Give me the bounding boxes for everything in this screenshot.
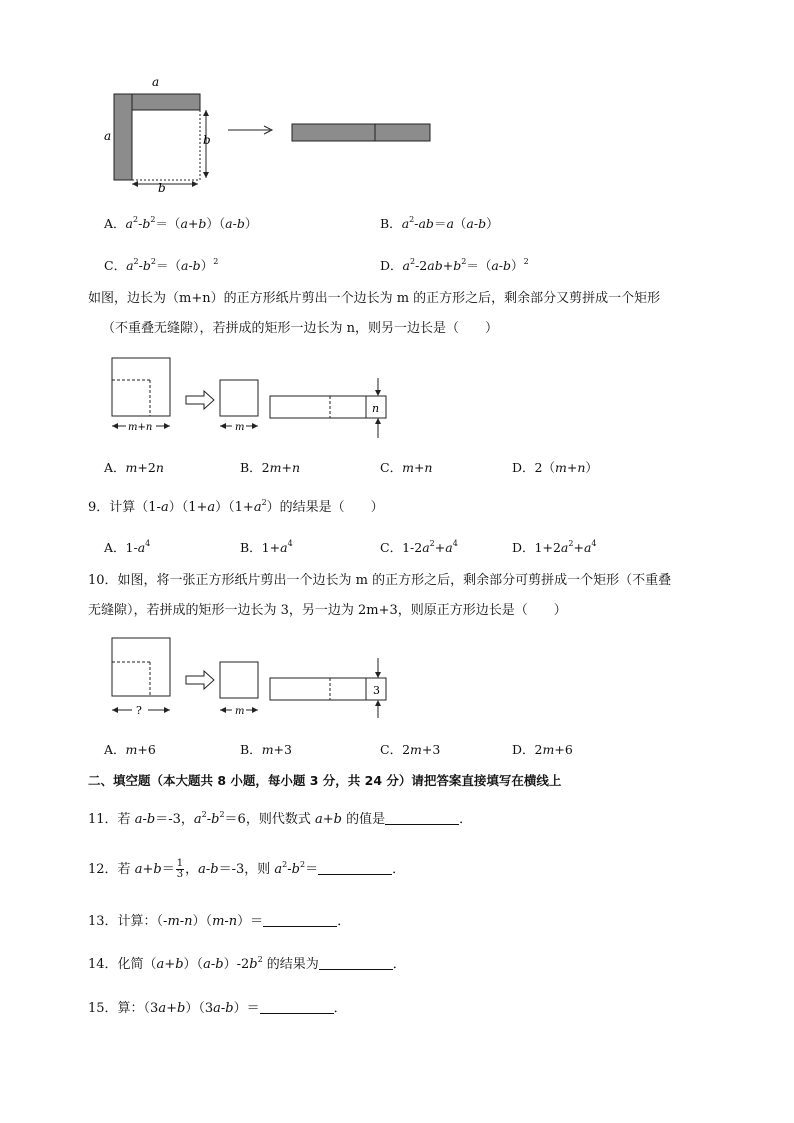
q10-label-small: m [235,706,245,717]
label-b-bottom: b [158,181,166,192]
q7-option-a: A．$a^2-b^2=(a+b)(a-b)$ [104,215,258,231]
q8-line2: （不重叠无缝隙），若拼成的矩形一边长为 n，则另一边长是（ ） [102,321,499,336]
q9-option-b: B．$1+a^4$ [240,539,293,555]
q13-answer-blank[interactable] [263,914,337,927]
q8-text [88,284,718,344]
q11: 11．若 a-b＝-3，$a^2-b^2=6$，则代数式 a+b 的值是 ． [88,810,473,827]
q14-answer-blank[interactable] [319,957,393,970]
section2-title: 二、填空题（本大题共 8 小题，每小题 3 分，共 24 分）请把答案直接填写在横线上 [88,773,562,788]
q15-answer-blank[interactable] [260,1001,334,1014]
q12: 12．若 a+b＝ $\frac{1}{3}$ ，a-b＝-3，则 $a^2-b^2=$ ． [88,858,406,880]
q13: 13．计算：（-m-n）（m-n）＝ ． [88,914,351,929]
q11-answer-blank[interactable] [385,812,459,825]
q8-label-rect: n [372,402,380,415]
strip-horizontal [132,94,200,110]
figure-q10 [108,636,398,720]
q10-option-d: D．2m+6 [512,742,573,757]
q10-text [88,566,718,626]
q15: 15．算：（3a+b）（3a-b）＝ ． [88,1001,347,1016]
label-b-right: b [203,133,211,147]
q10-label-rect: 3 [373,684,380,697]
q9-option-c: C．$1-2a^2+a^4$ [380,539,458,555]
q10-option-c: C．2m+3 [380,742,441,757]
q8-option-a: A．m+2n [104,460,164,475]
q9-text: 9．计算$(1-a)(1+a)(1+a^2)$的结果是（ ） [88,498,384,515]
q10-label-big: ? [136,704,142,717]
q8-label-big: m+n [128,422,153,433]
q14: 14．化简$(a+b)(a-b)-2b^2$ 的结果为 ． [88,955,406,972]
q8-label-small: m [235,422,245,433]
combined-bar [292,124,430,141]
q10-line2: 无缝隙），若拼成的矩形一边长为 3，另一边为 2m+3，则原正方形边长是（ ） [88,603,567,618]
q8-option-d: D．2（m+n） [512,460,598,475]
q12-answer-blank[interactable] [318,862,392,875]
figure-q8 [108,356,398,440]
q10-option-b: B．m+3 [240,742,292,757]
q7-option-c: C．$a^2-b^2=(a-b)^2$ [104,257,219,273]
q10-line1: 10．如图，将一张正方形纸片剪出一个边长为 m 的正方形之后，剩余部分可剪拼成一个矩形（不重叠 [88,573,672,588]
q12-fraction: $\frac{1}{3}$ [176,858,184,880]
q10-option-a: A．m+6 [104,742,156,757]
figure-q7 [100,72,440,192]
strip-vertical [114,94,132,180]
q9-option-a: A．$1-a^4$ [104,539,151,555]
q7-option-d: D．$a^2-2ab+b^2=(a-b)^2$ [380,257,529,273]
label-a-top: a [152,75,160,89]
q8-option-c: C．m+n [380,460,433,475]
q8-option-b: B．2m+n [240,460,301,475]
q8-line1: 如图，边长为（m+n）的正方形纸片剪出一个边长为 m 的正方形之后，剩余部分又剪拼成一个矩形 [88,291,661,306]
q7-option-b: B．$a^2-ab=a(a-b)$ [380,215,499,231]
q9-option-d: D．$1+2a^2+a^4$ [512,539,597,555]
label-a-left: a [104,129,112,143]
